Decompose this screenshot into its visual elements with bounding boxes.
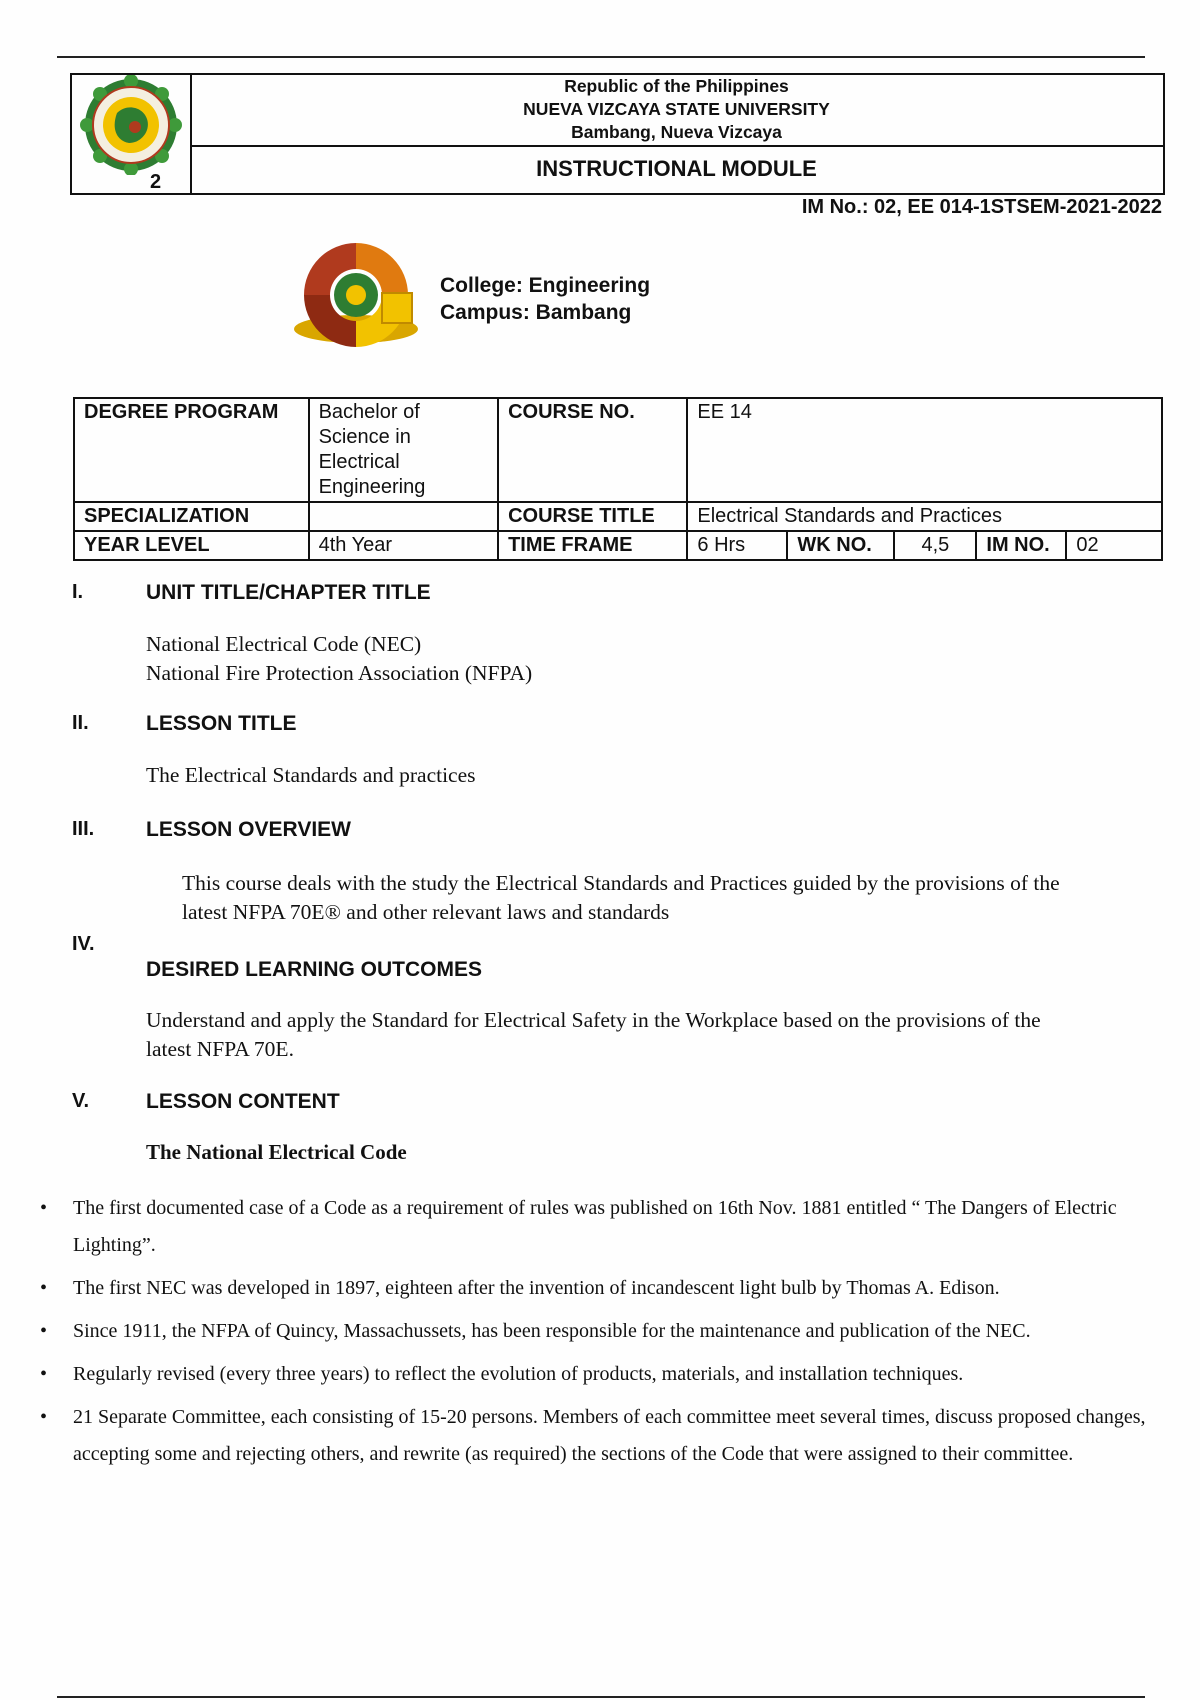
bullet-icon: • (40, 1277, 48, 1299)
section-title: UNIT TITLE/CHAPTER TITLE (146, 581, 431, 604)
im-no-value: 02 (1076, 534, 1099, 556)
bullet-text: The first NEC was developed in 1897, eighteen after the invention of incandescent light bulb by Thomas A. Edison. (73, 1277, 1000, 1299)
list-item (40, 1190, 1170, 1264)
overview-line: latest NFPA 70E® and other relevant laws and standards (182, 900, 670, 924)
unit-title-item: National Fire Protection Association (NFPA) (146, 661, 533, 685)
unit-title-item: National Electrical Code (NEC) (146, 632, 422, 656)
university-name: NUEVA VIZCAYA STATE UNIVERSITY (523, 99, 830, 119)
section-title: LESSON TITLE (146, 712, 297, 735)
lesson-title-text: The Electrical Standards and practices (146, 763, 476, 787)
wk-no-value: 4,5 (895, 532, 977, 559)
bullet-text: Regularly revised (every three years) to reflect the evolution of products, materials, and installation techniques. (73, 1363, 964, 1385)
course-no-value: EE 14 (687, 398, 1162, 502)
time-frame-label: TIME FRAME (498, 531, 687, 560)
learning-outcomes-text (146, 1006, 1166, 1064)
section-number: III. (72, 818, 95, 840)
year-level-label: YEAR LEVEL (74, 531, 309, 560)
content-heading: The National Electrical Code (146, 1140, 407, 1164)
degree-program-line: Electrical (318, 451, 400, 473)
lesson-overview-text (182, 869, 1167, 927)
top-rule (57, 56, 1145, 58)
wk-no-label: WK NO. (788, 532, 895, 559)
bullet-text: Since 1911, the NFPA of Quincy, Massachussets, has been responsible for the maintenance and publication of the NEC. (73, 1320, 1031, 1342)
unit-titles (146, 630, 532, 688)
republic-line: Republic of the Philippines (564, 76, 789, 96)
specialization-value (309, 502, 498, 531)
specialization-label: SPECIALIZATION (74, 502, 309, 531)
content-bullet-list (40, 1190, 1170, 1479)
list-item (40, 1399, 1170, 1473)
course-title-value: Electrical Standards and Practices (687, 502, 1162, 531)
bullet-icon: • (40, 1363, 48, 1385)
course-info-table (73, 397, 1163, 561)
university-seal-icon (79, 75, 183, 175)
section-number: V. (72, 1090, 90, 1112)
bullet-icon: • (40, 1320, 48, 1342)
time-frame-cell (687, 531, 1162, 560)
list-item (40, 1356, 1170, 1393)
module-title: INSTRUCTIONAL MODULE (536, 156, 817, 181)
section-title: LESSON OVERVIEW (146, 818, 351, 841)
page-number: 2 (150, 171, 162, 193)
bullet-icon: • (40, 1197, 48, 1219)
bullet-icon: • (40, 1406, 48, 1428)
bullet-text: 21 Separate Committee, each consisting of 15-20 persons. Members of each committee meet several times, discuss proposed changes, accepting some and rejecting others, and rewrite (as required) the sections of the Code that were assigned to their committee. (73, 1406, 1146, 1465)
degree-program-line: Bachelor of (318, 401, 420, 423)
college-name: College: Engineering (440, 274, 651, 297)
degree-program-line: Engineering (318, 476, 426, 498)
im-no-label: IM NO. (977, 532, 1067, 559)
outcomes-line: latest NFPA 70E. (146, 1037, 294, 1061)
campus-name: Campus: Bambang (440, 301, 632, 324)
section-number: II. (72, 712, 89, 734)
outcomes-line: Understand and apply the Standard for Electrical Safety in the Workplace based on the provisions of the (146, 1008, 1041, 1032)
logo-cell (72, 75, 192, 193)
course-no-label: COURSE NO. (498, 398, 687, 502)
section-number: I. (72, 581, 84, 603)
im-number: IM No.: 02, EE 014-1STSEM-2021-2022 (801, 196, 1162, 218)
university-location: Bambang, Nueva Vizcaya (571, 122, 782, 142)
college-block (440, 272, 650, 326)
degree-program-line: Science in (318, 426, 411, 448)
section-title: DESIRED LEARNING OUTCOMES (146, 958, 483, 981)
engineering-logo-icon (286, 233, 426, 349)
time-frame-value: 6 Hrs (688, 532, 788, 559)
bullet-text: The first documented case of a Code as a requirement of rules was published on 16th Nov. 1881 entitled “ The Dangers of Electric Lighting”. (73, 1197, 1117, 1256)
list-item (40, 1313, 1170, 1350)
section-number: IV. (72, 933, 95, 955)
document-header (70, 73, 1165, 195)
year-level-value: 4th Year (309, 531, 498, 560)
overview-line: This course deals with the study the Electrical Standards and Practices guided by the provisions of the (182, 871, 1060, 895)
bottom-rule (57, 1696, 1145, 1698)
degree-program-label: DEGREE PROGRAM (74, 398, 309, 502)
section-title: LESSON CONTENT (146, 1090, 340, 1113)
list-item (40, 1270, 1170, 1307)
university-block (190, 75, 1163, 147)
course-title-label: COURSE TITLE (498, 502, 687, 531)
degree-program-value (309, 398, 498, 502)
